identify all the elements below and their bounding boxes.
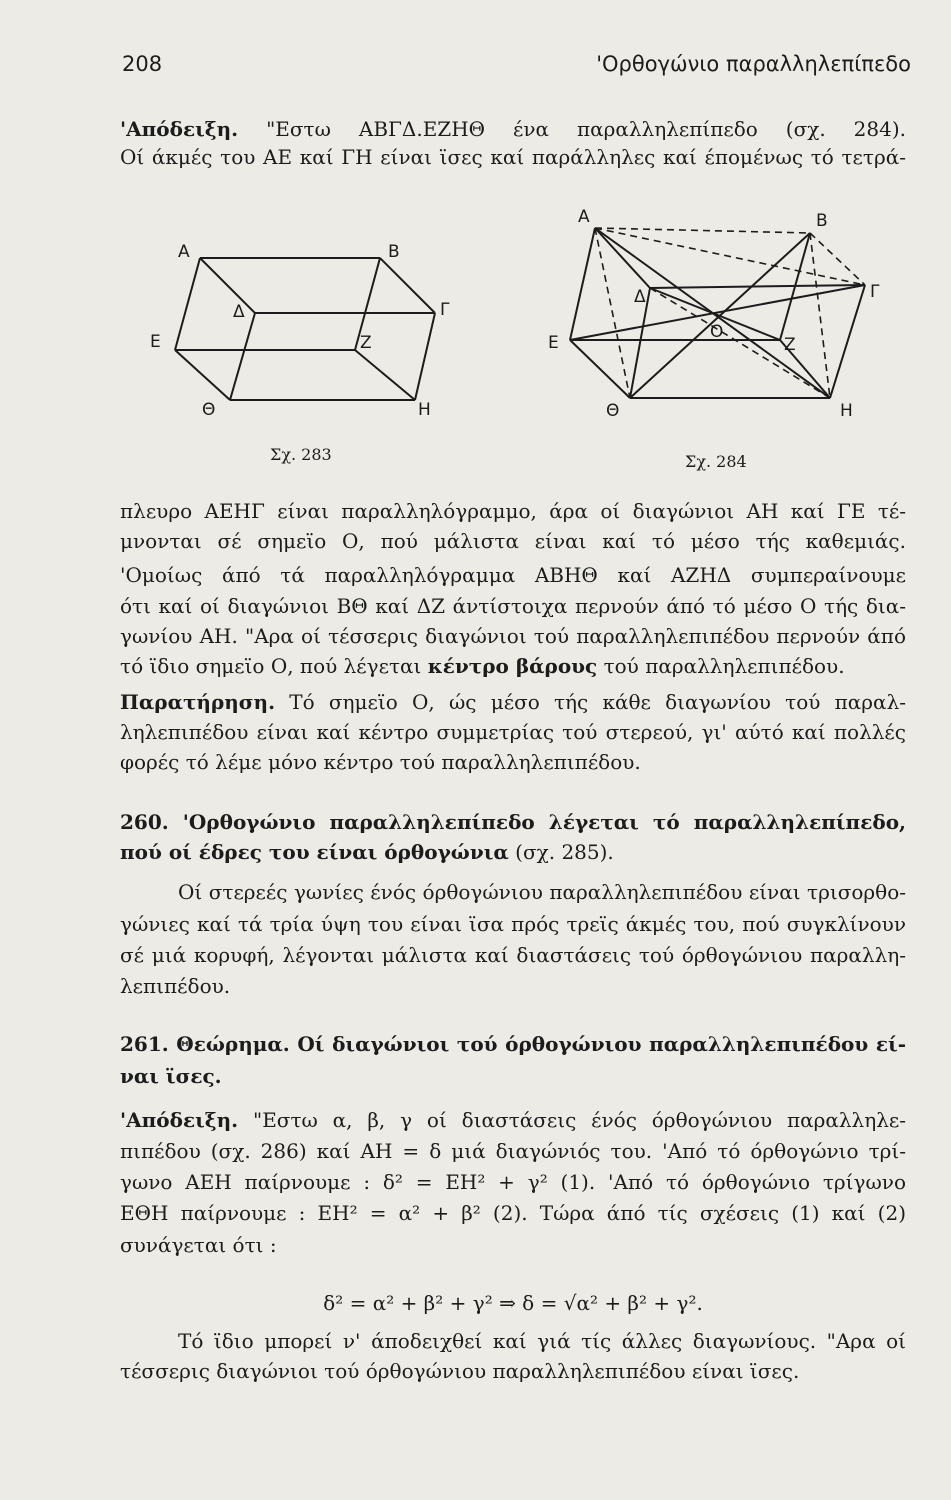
fig283-label-B: Β xyxy=(388,242,400,262)
sec260-para-line1: Οί στερεές γωνίες ένός όρθογώνιου παραλληλεπιπέδου είναι τρισορθο- xyxy=(178,880,906,904)
remark-line1: Παρατήρηση. Τό σημεϊο Ο, ώς μέσο τής κάθε διαγωνίου τού παραλ- xyxy=(120,690,906,714)
center-of-gravity-term: κέντρο βάρους xyxy=(427,654,598,678)
fig284-label-D: Δ xyxy=(634,287,646,307)
fig284-label-H: Η xyxy=(840,401,853,421)
sec261-heading-line1: 261. Θεώρημα. Οί διαγώνιοι τού όρθογώνιου παραλληλεπιπέδου εί- xyxy=(120,1032,906,1056)
sec261-conclusion-line1: Τό ϊδιο μπορεί ν' άποδειχθεί καί γιά τίς άλλες διαγωνίους. "Αρα οί xyxy=(178,1329,906,1353)
sec261-proof-line5: συνάγεται ότι : xyxy=(120,1233,277,1257)
fig284-label-O: Ο xyxy=(710,322,724,342)
figure-284-caption: Σχ. 284 xyxy=(685,452,747,471)
fig284-label-A: Α xyxy=(578,207,590,227)
para1-line1: πλευρο ΑΕΗΓ είναι παραλληλόγραμμο, άρα οί διαγώνιοι ΑΗ καί ΓΕ τέ- xyxy=(120,499,906,523)
fig284-label-Z: Ζ xyxy=(784,335,796,355)
fig283-label-Z: Ζ xyxy=(360,333,372,353)
fig284-label-E: Ε xyxy=(548,333,559,353)
sec260-heading-line1: 260. 'Ορθογώνιο παραλληλεπίπεδο λέγεται τό παραλληλεπίπεδο, xyxy=(120,810,906,834)
fig284-label-Th: Θ xyxy=(606,401,620,421)
sec261-proof-line3: γωνο ΑΕΗ παίρνουμε : δ² = ΕΗ² + γ² (1). 'Από τό όρθογώνιο τρίγωνο xyxy=(120,1170,906,1194)
figure-283-caption: Σχ. 283 xyxy=(270,445,332,464)
fig283-label-D: Δ xyxy=(233,302,245,322)
figure-283 xyxy=(130,235,470,420)
proof1-line1: 'Απόδειξη. "Εστω ΑΒΓΔ.ΕΖΗΘ ένα παραλληλεπίπεδο (σχ. 284). xyxy=(120,117,906,141)
fig283-label-Th: Θ xyxy=(202,400,216,420)
sec260-para-line3: σέ μιά κορυφή, λέγονται μάλιστα καί διαστάσεις τού όρθογώνιου παραλλη- xyxy=(120,943,906,967)
fig284-label-B: Β xyxy=(816,211,828,231)
remark-label: Παρατήρηση. xyxy=(120,690,276,714)
fig283-label-H: Η xyxy=(418,400,431,420)
sec260-para-line2: γώνιες καί τά τρία ύψη του είναι ϊσα πρός τρεϊς άκμές του, πού συγκλίνουν xyxy=(120,912,906,936)
sec261-proof-label: 'Απόδειξη. xyxy=(120,1108,239,1132)
sec260-heading-line2: πού οί έδρες του είναι όρθογώνια (σχ. 285). xyxy=(120,840,614,864)
remark-line3: φορές τό λέμε μόνο κέντρο τού παραλληλεπιπέδου. xyxy=(120,750,641,774)
fig283-label-A: Α xyxy=(178,242,190,262)
figure-283-drawing xyxy=(130,235,470,420)
fig283-label-G: Γ xyxy=(440,300,450,320)
sec261-heading-line2: ναι ϊσες. xyxy=(120,1064,222,1088)
page-number: 208 xyxy=(122,52,163,76)
para1-line5: γωνίου ΑΗ. "Αρα οί τέσσερις διαγώνιοι τού παραλληλεπιπέδου περνούν άπό xyxy=(120,624,906,648)
diagonal-equation: δ² = α² + β² + γ² ⇒ δ = √α² + β² + γ². xyxy=(323,1291,703,1315)
figure-284-drawing xyxy=(540,200,885,425)
para1-line3: 'Ομοίως άπό τά παραλληλόγραμμα ΑΒΗΘ καί ΑΖΗΔ συμπεραίνουμε xyxy=(120,563,906,587)
para1-line4: ότι καί οί διαγώνιοι ΒΘ καί ΔΖ άντίστοιχα περνούν άπό τό μέσο Ο τής δια- xyxy=(120,594,906,618)
sec261-conclusion-line2: τέσσερις διαγώνιοι τού όρθογώνιου παραλληλεπιπέδου είναι ϊσες. xyxy=(120,1359,800,1383)
sec260-para-line4: λεπιπέδου. xyxy=(120,974,231,998)
proof1-label: 'Απόδειξη. xyxy=(120,117,239,141)
para1-line6: τό ϊδιο σημεϊο Ο, πού λέγεται κέντρο βάρους τού παραλληλεπιπέδου. xyxy=(120,654,845,678)
proof1-line2: Οί άκμές του ΑΕ καί ΓΗ είναι ϊσες καί παράλληλες καί έπομένως τό τετρά- xyxy=(120,145,906,169)
sec261-proof-line2: πιπέδου (σχ. 286) καί ΑΗ = δ μιά διαγώνιός του. 'Από τό όρθογώνιο τρί- xyxy=(120,1139,906,1163)
para1-line2: μνονται σέ σημεϊο Ο, πού μάλιστα είναι καί τό μέσο τής καθεμιάς. xyxy=(120,529,906,553)
remark-line2: ληλεπιπέδου είναι καί κέντρο συμμετρίας τού στερεού, γι' αύτό καί πολλές xyxy=(120,720,906,744)
fig283-label-E: Ε xyxy=(150,332,161,352)
sec261-proof-line4: ΕΘΗ παίρνουμε : ΕΗ² = α² + β² (2). Τώρα άπό τίς σχέσεις (1) καί (2) xyxy=(120,1201,906,1225)
sec261-proof-line1: 'Απόδειξη. "Εστω α, β, γ οί διαστάσεις ένός όρθογώνιου παραλληλε- xyxy=(120,1108,906,1132)
fig284-label-G: Γ xyxy=(870,282,880,302)
figure-284 xyxy=(540,200,885,425)
running-title: 'Ορθογώνιο παραλληλεπίπεδο xyxy=(596,52,911,76)
